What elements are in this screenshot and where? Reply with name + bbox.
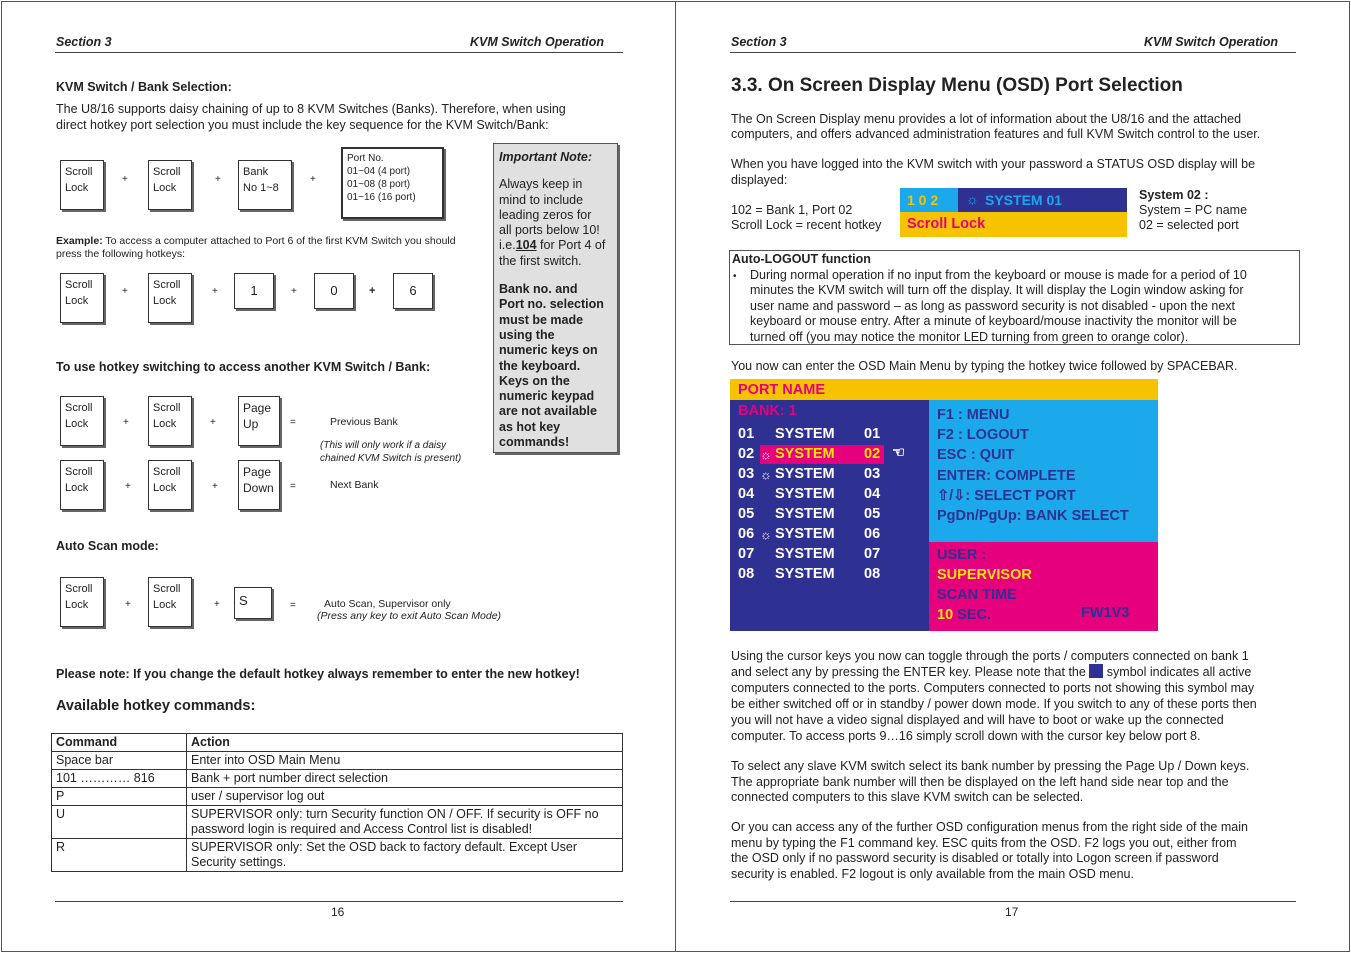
main-menu-text: You now can enter the OSD Main Menu by typing the hotkey twice followed by SPACEBAR. [731, 359, 1238, 373]
osd-bank: BANK: 1 [738, 403, 797, 419]
key-scroll-lock: Scroll Lock [148, 273, 192, 323]
intro-line1: The On Screen Display menu provides a lot of information about the U8/16 and the attached [731, 112, 1242, 126]
key-1: 1 [234, 273, 274, 309]
osd-command-list [937, 405, 1129, 526]
plus-sign: + [310, 174, 316, 185]
system-legend-title: System 02 : [1139, 188, 1209, 202]
osd-port-row[interactable]: 07 SYSTEM 07 [738, 546, 881, 562]
table-row: U SUPERVISOR only: turn Security function ON / OFF. If security is OFF no password login is required and Access Control list is disabled! [52, 806, 623, 839]
right-header-rule [730, 52, 1296, 53]
table-row: P user / supervisor log out [52, 788, 623, 806]
system-legend-line2: 02 = selected port [1139, 218, 1239, 232]
plus-sign: + [122, 174, 128, 185]
pointer-hand-icon: ☜ [892, 445, 905, 461]
osd-enter-complete: ENTER: COMPLETE [937, 467, 1076, 484]
table-row: R SUPERVISOR only: Set the OSD back to factory default. Except User Security settings. [52, 839, 623, 872]
key-scroll-lock: Scroll Lock [60, 460, 104, 510]
page-title: 3.3. On Screen Display Menu (OSD) Port Selection [731, 75, 1183, 96]
table-header-row: Command Action [52, 734, 623, 752]
auto-logout-box: Auto-LOGOUT function • During normal operation if no input from the keyboard or mouse is made for a period of 10 minutes the KVM switch will turn off the display. It will display the Login window asking for user name and password – as long as password security is not disabled - upon the next keyboard or mouse entry. After a minute of keyboard/mouse inactivity the monitor will be turned off (you may notice the monitor LED turning from green to orange color). [729, 250, 1300, 345]
status-system-name: SYSTEM 01 [985, 192, 1063, 208]
osd-port-name: PORT NAME [738, 382, 825, 398]
hotkey-heading: To use hotkey switching to access another KVM Switch / Bank: [56, 360, 431, 374]
left-header-rule [55, 52, 623, 53]
plus-sign: + [214, 599, 220, 610]
right-header-title: KVM Switch Operation [1144, 35, 1279, 49]
example-text: Example: To access a computer attached to Port 6 of the first KVM Switch you should press the following hotkeys: [56, 235, 456, 260]
important-note-box: Important Note: Always keep in mind to include leading zeros for all ports below 10! i.e.104 for Port 4 of the first switch. Bank no. and Port no. selection must be made using the numeric keys on the keyboard. Keys on the numeric keypad are not available as hot key commands! [493, 143, 618, 453]
key-port-number: Port No. 01~04 (4 port) 01~08 (8 port) 01~16 (16 port) [341, 147, 444, 219]
table-row: 101 ………… 816 Bank + port number direct selection [52, 770, 623, 788]
left-header-title: KVM Switch Operation [470, 35, 605, 49]
available-commands-heading: Available hotkey commands: [56, 698, 256, 714]
right-header-section: Section 3 [731, 35, 787, 49]
key-scroll-lock: Scroll Lock [60, 577, 104, 627]
key-bank-number: Bank No 1~8 [238, 160, 292, 210]
status-legend-line2: Scroll Lock = recent hotkey [731, 218, 882, 232]
osd-port-row[interactable]: 05 SYSTEM 05 [738, 506, 881, 522]
osd-port-row[interactable]: 06 ☼ SYSTEM 06 [738, 526, 881, 542]
plus-sign: + [215, 174, 221, 185]
key-scroll-lock: Scroll Lock [60, 160, 104, 210]
next-bank-label: Next Bank [330, 479, 379, 491]
key-scroll-lock: Scroll Lock [60, 273, 104, 323]
sun-icon: ☼ [760, 467, 772, 482]
plus-sign: + [125, 481, 131, 492]
equals-sign: = [290, 600, 296, 611]
slave-paragraph: To select any slave KVM switch select its bank number by pressing the Page Up / Down keys. The appropriate bank number will then be displayed on the left hand side near top and the connected computers to this slave KVM switch can be selected. [731, 759, 1250, 804]
osd-port-row[interactable]: 08 SYSTEM 08 [738, 566, 881, 582]
osd-f1-menu: F1 : MENU [937, 407, 1010, 423]
key-scroll-lock: Scroll Lock [148, 460, 192, 510]
login-line2: displayed: [731, 173, 788, 187]
osd-f2-logout: F2 : LOGOUT [937, 427, 1029, 444]
plus-sign: + [212, 286, 218, 297]
plus-sign: + [369, 285, 376, 297]
equals-sign: = [290, 481, 296, 492]
right-footer-rule [730, 901, 1296, 902]
equals-sign: = [290, 417, 296, 428]
key-s: S [234, 587, 272, 619]
autoscan-note: (Press any key to exit Auto Scan Mode) [317, 610, 502, 622]
plus-sign: + [210, 417, 216, 428]
key-scroll-lock: Scroll Lock [60, 396, 104, 446]
plus-sign: + [212, 481, 218, 492]
left-footer-rule [55, 901, 623, 902]
osd-main-menu [730, 379, 1158, 631]
key-scroll-lock: Scroll Lock [148, 160, 192, 210]
autoscan-label: Auto Scan, Supervisor only [324, 598, 451, 610]
sun-icon: ☼ [966, 191, 979, 207]
osd-select-port: ⇧/⇩: SELECT PORT [937, 487, 1076, 504]
cursor-paragraph: Using the cursor keys you now can toggle through the ports / computers connected on bank 1 and select any by pressing the ENTER key. Please note that the symbol indicates all active computers connected to the ports. Computers connected to ports not showing this symbol may be either switched off or in standby / power down mode. If you switch to any of these ports then you will not have a video signal displayed and will have to boot or wake up the connected computer. To access ports 9…16 simply scroll down with the cursor key below port 8. [731, 649, 1257, 743]
osd-user-panel: USER : SUPERVISOR SCAN TIME 10 SEC. [937, 547, 1032, 623]
hotkey-commands-table [51, 733, 623, 872]
key-scroll-lock: Scroll Lock [148, 577, 192, 627]
previous-bank-note: (This will only work if a daisy chained KVM Switch is present) [320, 440, 462, 464]
right-page-number: 17 [1005, 905, 1019, 919]
osd-scan-value: 10 [937, 607, 954, 623]
osd-port-row-selected[interactable]: 02 ☼ SYSTEM 02 ☜ [738, 445, 905, 462]
status-legend-line1: 102 = Bank 1, Port 02 [731, 203, 853, 217]
intro-line2: computers, and offers advanced administration features and full KVM Switch control to the user. [731, 127, 1261, 141]
osd-user-label: USER : [937, 547, 987, 563]
plus-sign: + [122, 286, 128, 297]
autoscan-heading: Auto Scan mode: [56, 539, 159, 553]
plus-sign: + [291, 286, 297, 297]
bank-heading: KVM Switch / Bank Selection: [56, 80, 232, 94]
osd-esc-quit: ESC : QUIT [937, 447, 1015, 464]
bank-paragraph-line2: direct hotkey port selection you must include the key sequence for the KVM Switch/Bank: [56, 118, 549, 132]
please-note: Please note: If you change the default hotkey always remember to enter the new hotkey! [56, 667, 580, 681]
table-row: Space bar Enter into OSD Main Menu [52, 752, 623, 770]
active-symbol-icon [1089, 664, 1103, 678]
key-page-up: Page Up [238, 396, 280, 446]
key-page-down: Page Down [238, 460, 280, 510]
bank-paragraph-line1: The U8/16 supports daisy chaining of up to 8 KVM Switches (Banks). Therefore, when using [56, 102, 566, 116]
key-0: 0 [314, 273, 354, 309]
sun-icon: ☼ [760, 527, 772, 542]
osd-firmware: FW1V3 [1081, 605, 1130, 621]
status-bank-port: 1 0 2 [907, 192, 939, 208]
osd-user-value: SUPERVISOR [937, 567, 1032, 583]
key-scroll-lock: Scroll Lock [148, 396, 192, 446]
osd-port-row[interactable]: 03 ☼ SYSTEM 03 [738, 466, 881, 482]
osd-bank-select: PgDn/PgUp: BANK SELECT [937, 508, 1129, 525]
left-page-number: 16 [331, 905, 345, 919]
osd-scan-time-label: SCAN TIME [937, 587, 1017, 603]
previous-bank-label: Previous Bank [330, 416, 398, 428]
login-line1: When you have logged into the KVM switch with your password a STATUS OSD display will be [731, 157, 1256, 171]
osd-port-row[interactable]: 01 SYSTEM 01 [738, 426, 881, 442]
plus-sign: + [125, 599, 131, 610]
sun-icon: ☼ [760, 447, 772, 462]
key-6: 6 [393, 273, 433, 309]
left-header-section: Section 3 [56, 35, 112, 49]
status-osd-display [900, 188, 1127, 237]
system-legend-line1: System = PC name [1139, 203, 1248, 217]
further-paragraph: Or you can access any of the further OSD configuration menus from the right side of the main menu by typing the F1 command key. ESC quits from the OSD. F2 logs you out, either from the OSD only if no password security is disabled or totally into Logon screen if password security is enabled. F2 logout is only available from the main OSD menu. [731, 820, 1248, 881]
osd-port-row[interactable]: 04 SYSTEM 04 [738, 486, 881, 502]
plus-sign: + [123, 417, 129, 428]
status-scroll-lock: Scroll Lock [907, 216, 986, 232]
